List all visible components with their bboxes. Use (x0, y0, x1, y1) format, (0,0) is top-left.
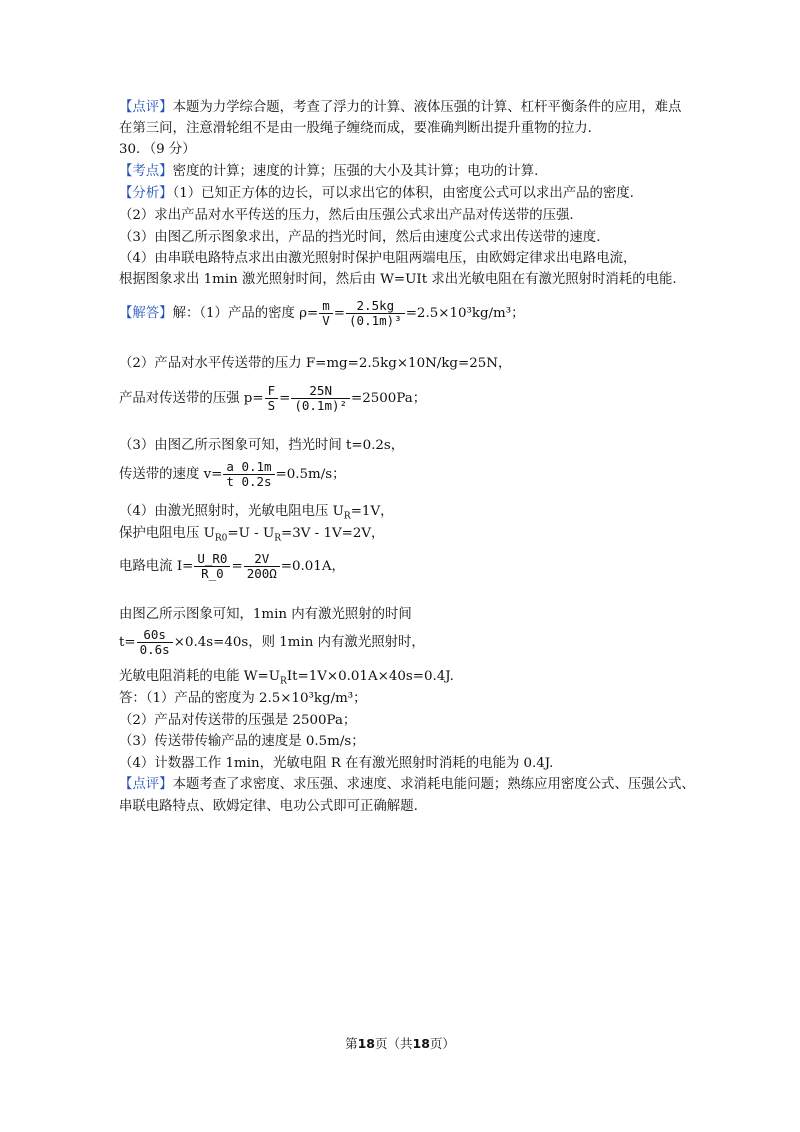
review-final-tag: 【点评】 (119, 777, 173, 792)
jieda-step-4-current: 电路电流 I= $\frac{U\_R0}{R\_0}$ = $\frac{2V}{200\Omega}$ =0.01A， (119, 551, 345, 581)
jieda-step-2-pressure: 产品对传送带的压强 p= $\frac{F}{S}$ = $\frac{25N}{\text{(0.1m)²}}$ =2500Pa； (119, 383, 427, 413)
fenxi-tag: 【分析】 (119, 186, 173, 201)
jieda-step-6-energy: 光敏电阻消耗的电能 $W=U_RIt=1V\times 0.01A\times 40s=0.4J$. (119, 669, 454, 687)
time-fraction: $\frac{60s}{0.6s}$ (137, 628, 173, 657)
review-prev-line-2: 在第三问，注意滑轮组不是由一股绳子缠绕而成，要准确判断出提升重物的拉力. (119, 121, 592, 136)
speed-fraction: $\frac{a 0.1m}{t 0.2s}$ (223, 460, 274, 489)
current-page-number: 18 (357, 1036, 375, 1051)
fenxi-line-1: 【分析】（1）已知正方体的边长，可以求出它的体积，由密度公式可以求出产品的密度. (119, 186, 634, 201)
review-final-line-1: 【点评】本题考查了求密度、求压强、求速度、求消耗电能问题；熟练应用密度公式、压强公式、 (119, 777, 695, 792)
jieda-step-3-speed: 传送带的速度 v= $\frac{a 0.1m}{t 0.2s}$ =0.5m/s； (119, 459, 346, 489)
fenxi-line-2: （2）求出产品对水平传送的压力，然后由压强公式求出产品对传送带的压强. (119, 208, 574, 223)
page-footer: 第18页（共18页） (345, 1036, 455, 1051)
current-value-fraction: $\frac{2V}{200\Omega}$ (244, 552, 280, 581)
answer-line-3: （3）传送带传输产品的速度是 0.5m/s； (119, 734, 365, 749)
answer-line-4: （4）计数器工作 1min，光敏电阻 R 在有激光照射时消耗的电能为 0.4J. (119, 756, 554, 771)
jieda-tag: 【解答】 (119, 305, 173, 321)
kaodian-tag: 【考点】 (119, 164, 173, 179)
fenxi-line-3: （3）由图乙所示图象求出，产品的挡光时间，然后由速度公式求出传送带的速度. (119, 230, 601, 245)
review-tag: 【点评】 (119, 100, 173, 115)
pressure-formula-fraction: $\frac{F}{S}$ (265, 384, 279, 413)
current-formula-fraction: $\frac{U\_R0}{R\_0}$ (194, 552, 230, 581)
jieda-step-3-line: （3）由图乙所示图象可知，挡光时间 t=0.2s， (119, 438, 405, 453)
jieda-step-2-line: （2）产品对水平传送带的压力 F=mg=2.5kg×10N/kg=25N， (119, 356, 512, 371)
jieda-step-4-line-2: 保护电阻电压 $U_{R0}=U - U_R=3V - 1V=2V$， (119, 526, 385, 544)
jieda-step-5-time: t= $\frac{60s}{0.6s}$ ×0.4s=40s，则 1min 内有激光照射时， (119, 627, 425, 657)
fenxi-line-4: （4）由串联电路特点求出由激光照射时保护电阻两端电压，由欧姆定律求出电路电流， (119, 251, 637, 266)
answer-line-1: 答：（1）产品的密度为 2.5×10³kg/m³； (119, 691, 367, 706)
jieda-step-5-line: 由图乙所示图象可知，1min 内有激光照射的时间 (119, 607, 412, 622)
kaodian-line: 【考点】密度的计算；速度的计算；压强的大小及其计算；电功的计算. (119, 164, 539, 179)
density-formula-fraction: $\frac{m}{V}$ (319, 299, 333, 328)
jieda-step-1: 【解答】解：（1）产品的密度 ρ= $\frac{m}{V}$ = $\frac{2.5kg}{\text{(0.1m)³}}$ =2.5×10³kg/m³； (119, 298, 525, 328)
answer-line-2: （2）产品对传送带的压强是 2500Pa； (119, 713, 357, 728)
jieda-step-4-line-1: （4）由激光照射时，光敏电阻电压 $U_R=1V$， (119, 504, 394, 522)
review-prev-line-1: 【点评】本题为力学综合题，考查了浮力的计算、液体压强的计算、杠杆平衡条件的应用，难点 (119, 100, 682, 115)
density-value-fraction: $\frac{2.5kg}{\text{(0.1m)³}}$ (346, 299, 405, 328)
review-final-line-2: 串联电路特点、欧姆定律、电功公式即可正确解题. (119, 799, 418, 814)
total-page-number: 18 (412, 1036, 430, 1051)
question-header: 30．（9 分） (119, 142, 196, 157)
fenxi-line-5: 根据图象求出 1min 激光照射时间，然后由 W=UIt 求出光敏电阻在有激光照射时消耗的电能. (119, 272, 677, 287)
pressure-value-fraction: $\frac{25N}{\text{(0.1m)²}}$ (291, 384, 350, 413)
